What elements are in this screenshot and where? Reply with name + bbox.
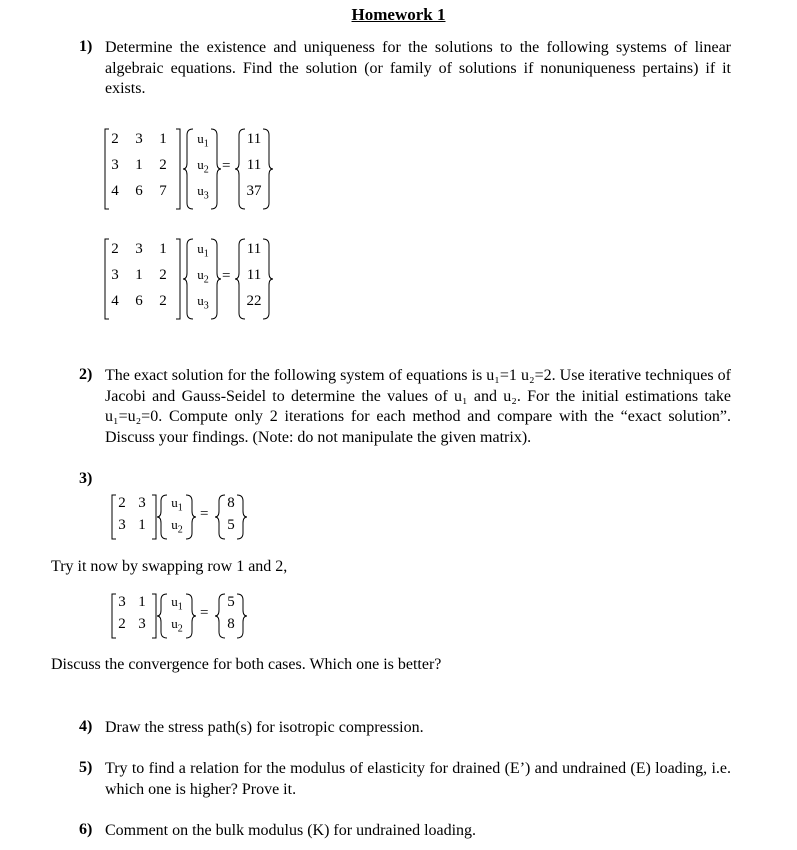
question-5-number: 5): [79, 759, 93, 776]
rhs-cell: 11: [246, 241, 262, 257]
matrix-cell: 1: [138, 517, 146, 533]
matrix-cell: 3: [135, 241, 143, 257]
question-4-number: 4): [79, 718, 93, 735]
matrix-cell: 2: [118, 616, 126, 632]
matrix-cell: 6: [135, 183, 143, 199]
discuss-convergence: Discuss the convergence for both cases. Which one is better?: [51, 656, 442, 673]
page-title: Homework 1: [351, 5, 446, 24]
vector-cell: $u_1$: [197, 241, 209, 260]
vector-cell: $u_1$: [171, 495, 183, 514]
equals-sign: =: [222, 158, 231, 174]
vector-cell: $u_3$: [197, 293, 209, 312]
question-6-text: Comment on the bulk modulus (K) for undrained loading.: [105, 822, 477, 839]
rhs-cell: 11: [246, 157, 262, 173]
matrix-cell: 2: [159, 267, 167, 283]
vector-cell: $u_3$: [197, 183, 209, 202]
question-1-number: 1): [79, 38, 93, 55]
matrix-equation-3a: [110, 493, 270, 541]
matrix-cell: 2: [118, 495, 126, 511]
rhs-cell: 8: [227, 616, 235, 632]
matrix-cell: 3: [118, 517, 126, 533]
vector-cell: $u_2$: [171, 616, 183, 635]
matrix-cell: 3: [111, 267, 119, 283]
question-1-text: Determine the existence and uniqueness for the solutions to the following systems of linear algebraic equations. Find the solution (or family of solutions if nonuniqueness pertains) if it exists.: [105, 39, 731, 97]
matrix-cell: 3: [111, 157, 119, 173]
rhs-cell: 11: [246, 267, 262, 283]
matrix-cell: 4: [111, 183, 119, 199]
vector-cell: $u_2$: [197, 157, 209, 176]
question-2-number: 2): [79, 366, 93, 383]
rhs-cell: 5: [227, 517, 235, 533]
matrix-cell: 1: [135, 267, 143, 283]
question-3-number: 3): [79, 470, 93, 487]
matrix-cell: 2: [111, 131, 119, 147]
matrix-cell: 1: [135, 157, 143, 173]
vector-cell: $u_2$: [197, 267, 209, 286]
matrix-cell: 1: [138, 594, 146, 610]
vector-cell: $u_2$: [171, 517, 183, 536]
rhs-cell: 22: [246, 293, 262, 309]
rhs-cell: 8: [227, 495, 235, 511]
equals-sign: =: [200, 506, 209, 522]
swap-instruction: Try it now by swapping row 1 and 2,: [51, 558, 288, 575]
matrix-cell: 1: [159, 241, 167, 257]
question-6-number: 6): [79, 821, 93, 838]
matrix-equation-1b: [103, 237, 283, 321]
vector-cell: $u_1$: [171, 594, 183, 613]
question-5-text: Try to find a relation for the modulus of elasticity for drained (E’) and undrained (E) loading, i.e. which one is higher? Prove it.: [105, 760, 731, 798]
matrix-equation-1a: [103, 127, 283, 211]
equals-sign: =: [200, 605, 209, 621]
matrix-cell: 2: [111, 241, 119, 257]
matrix-equation-3b: [110, 592, 270, 640]
rhs-cell: 11: [246, 131, 262, 147]
matrix-cell: 3: [138, 616, 146, 632]
rhs-cell: 37: [246, 183, 262, 199]
matrix-cell: 6: [135, 293, 143, 309]
question-2-text: The exact solution for the following system of equations is u₁=1 u₂=2. Use iterative techniques of Jacobi and Gauss-Seidel to determine the values of u₁ and u₂. For the initial estimations take u₁=u₂=0. Compute only 2 iterations for each method and compare with the “exact solution”. Discuss your findings. (Note: do not manipulate the given matrix).: [105, 367, 731, 446]
vector-cell: $u_1$: [197, 131, 209, 150]
question-4-text: Draw the stress path(s) for isotropic compression.: [105, 719, 424, 736]
matrix-cell: 2: [159, 157, 167, 173]
rhs-cell: 5: [227, 594, 235, 610]
matrix-cell: 3: [138, 495, 146, 511]
equals-sign: =: [222, 268, 231, 284]
matrix-cell: 3: [135, 131, 143, 147]
matrix-cell: 1: [159, 131, 167, 147]
matrix-cell: 4: [111, 293, 119, 309]
matrix-cell: 3: [118, 594, 126, 610]
matrix-cell: 2: [159, 293, 167, 309]
matrix-cell: 7: [159, 183, 167, 199]
